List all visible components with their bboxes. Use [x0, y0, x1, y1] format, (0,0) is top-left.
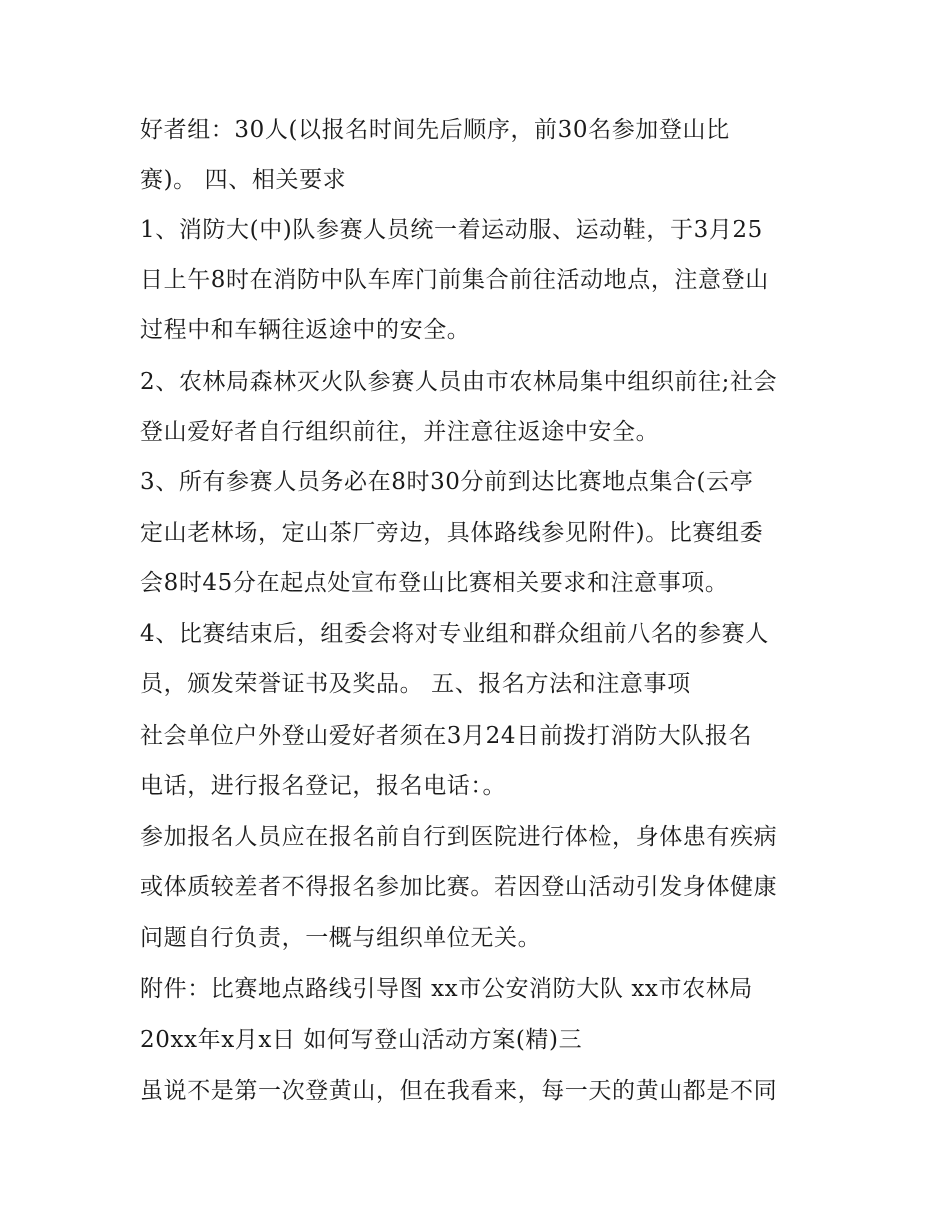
text-line: 附件：比赛地点路线引导图 xx市公安消防大队 xx市农林局 — [140, 976, 753, 1002]
text-line: 参加报名人员应在报名前自行到医院进行体检，身体患有疾病 — [140, 824, 778, 850]
text-line: 4、比赛结束后，组委会将对专业组和群众组前八名的参赛人 — [140, 621, 769, 647]
text-line: 1、消防大(中)队参赛人员统一着运动服、运动鞋，于3月25 — [140, 217, 763, 243]
text-line: 会8时45分在起点处宣布登山比赛相关要求和注意事项。 — [140, 570, 729, 596]
text-line: 电话，进行报名登记，报名电话：。 — [140, 773, 507, 799]
text-line: 日上午8时在消防中队车库门前集合前往活动地点，注意登山 — [140, 267, 769, 293]
text-line: 好者组：30人(以报名时间先后顺序，前30名参加登山比 — [140, 117, 730, 143]
text-line: 问题自行负责，一概与组织单位无关。 — [140, 925, 542, 951]
text-line: 社会单位户外登山爱好者须在3月24日前拨打消防大队报名 — [140, 723, 753, 749]
text-line: 3、所有参赛人员务必在8时30分前到达比赛地点集合(云亭 — [140, 469, 754, 495]
text-line: 2、农林局森林灭火队参赛人员由市农林局集中组织前往;社会 — [140, 369, 778, 395]
text-line: 登山爱好者自行组织前往，并注意往返途中安全。 — [140, 419, 660, 445]
text-line: 20xx年x月x日 如何写登山活动方案(精)三 — [140, 1027, 583, 1053]
text-line: 虽说不是第一次登黄山，但在我看来，每一天的黄山都是不同 — [140, 1078, 778, 1104]
text-line: 过程中和车辆往返途中的安全。 — [140, 317, 471, 343]
text-line: 员，颁发荣誉证书及奖品。 五、报名方法和注意事项 — [140, 671, 691, 697]
text-line: 定山老林场，定山茶厂旁边，具体路线参见附件)。比赛组委 — [140, 520, 764, 546]
text-line: 赛)。 四、相关要求 — [140, 167, 347, 193]
text-line: 或体质较差者不得报名参加比赛。若因登山活动引发身体健康 — [140, 874, 778, 900]
